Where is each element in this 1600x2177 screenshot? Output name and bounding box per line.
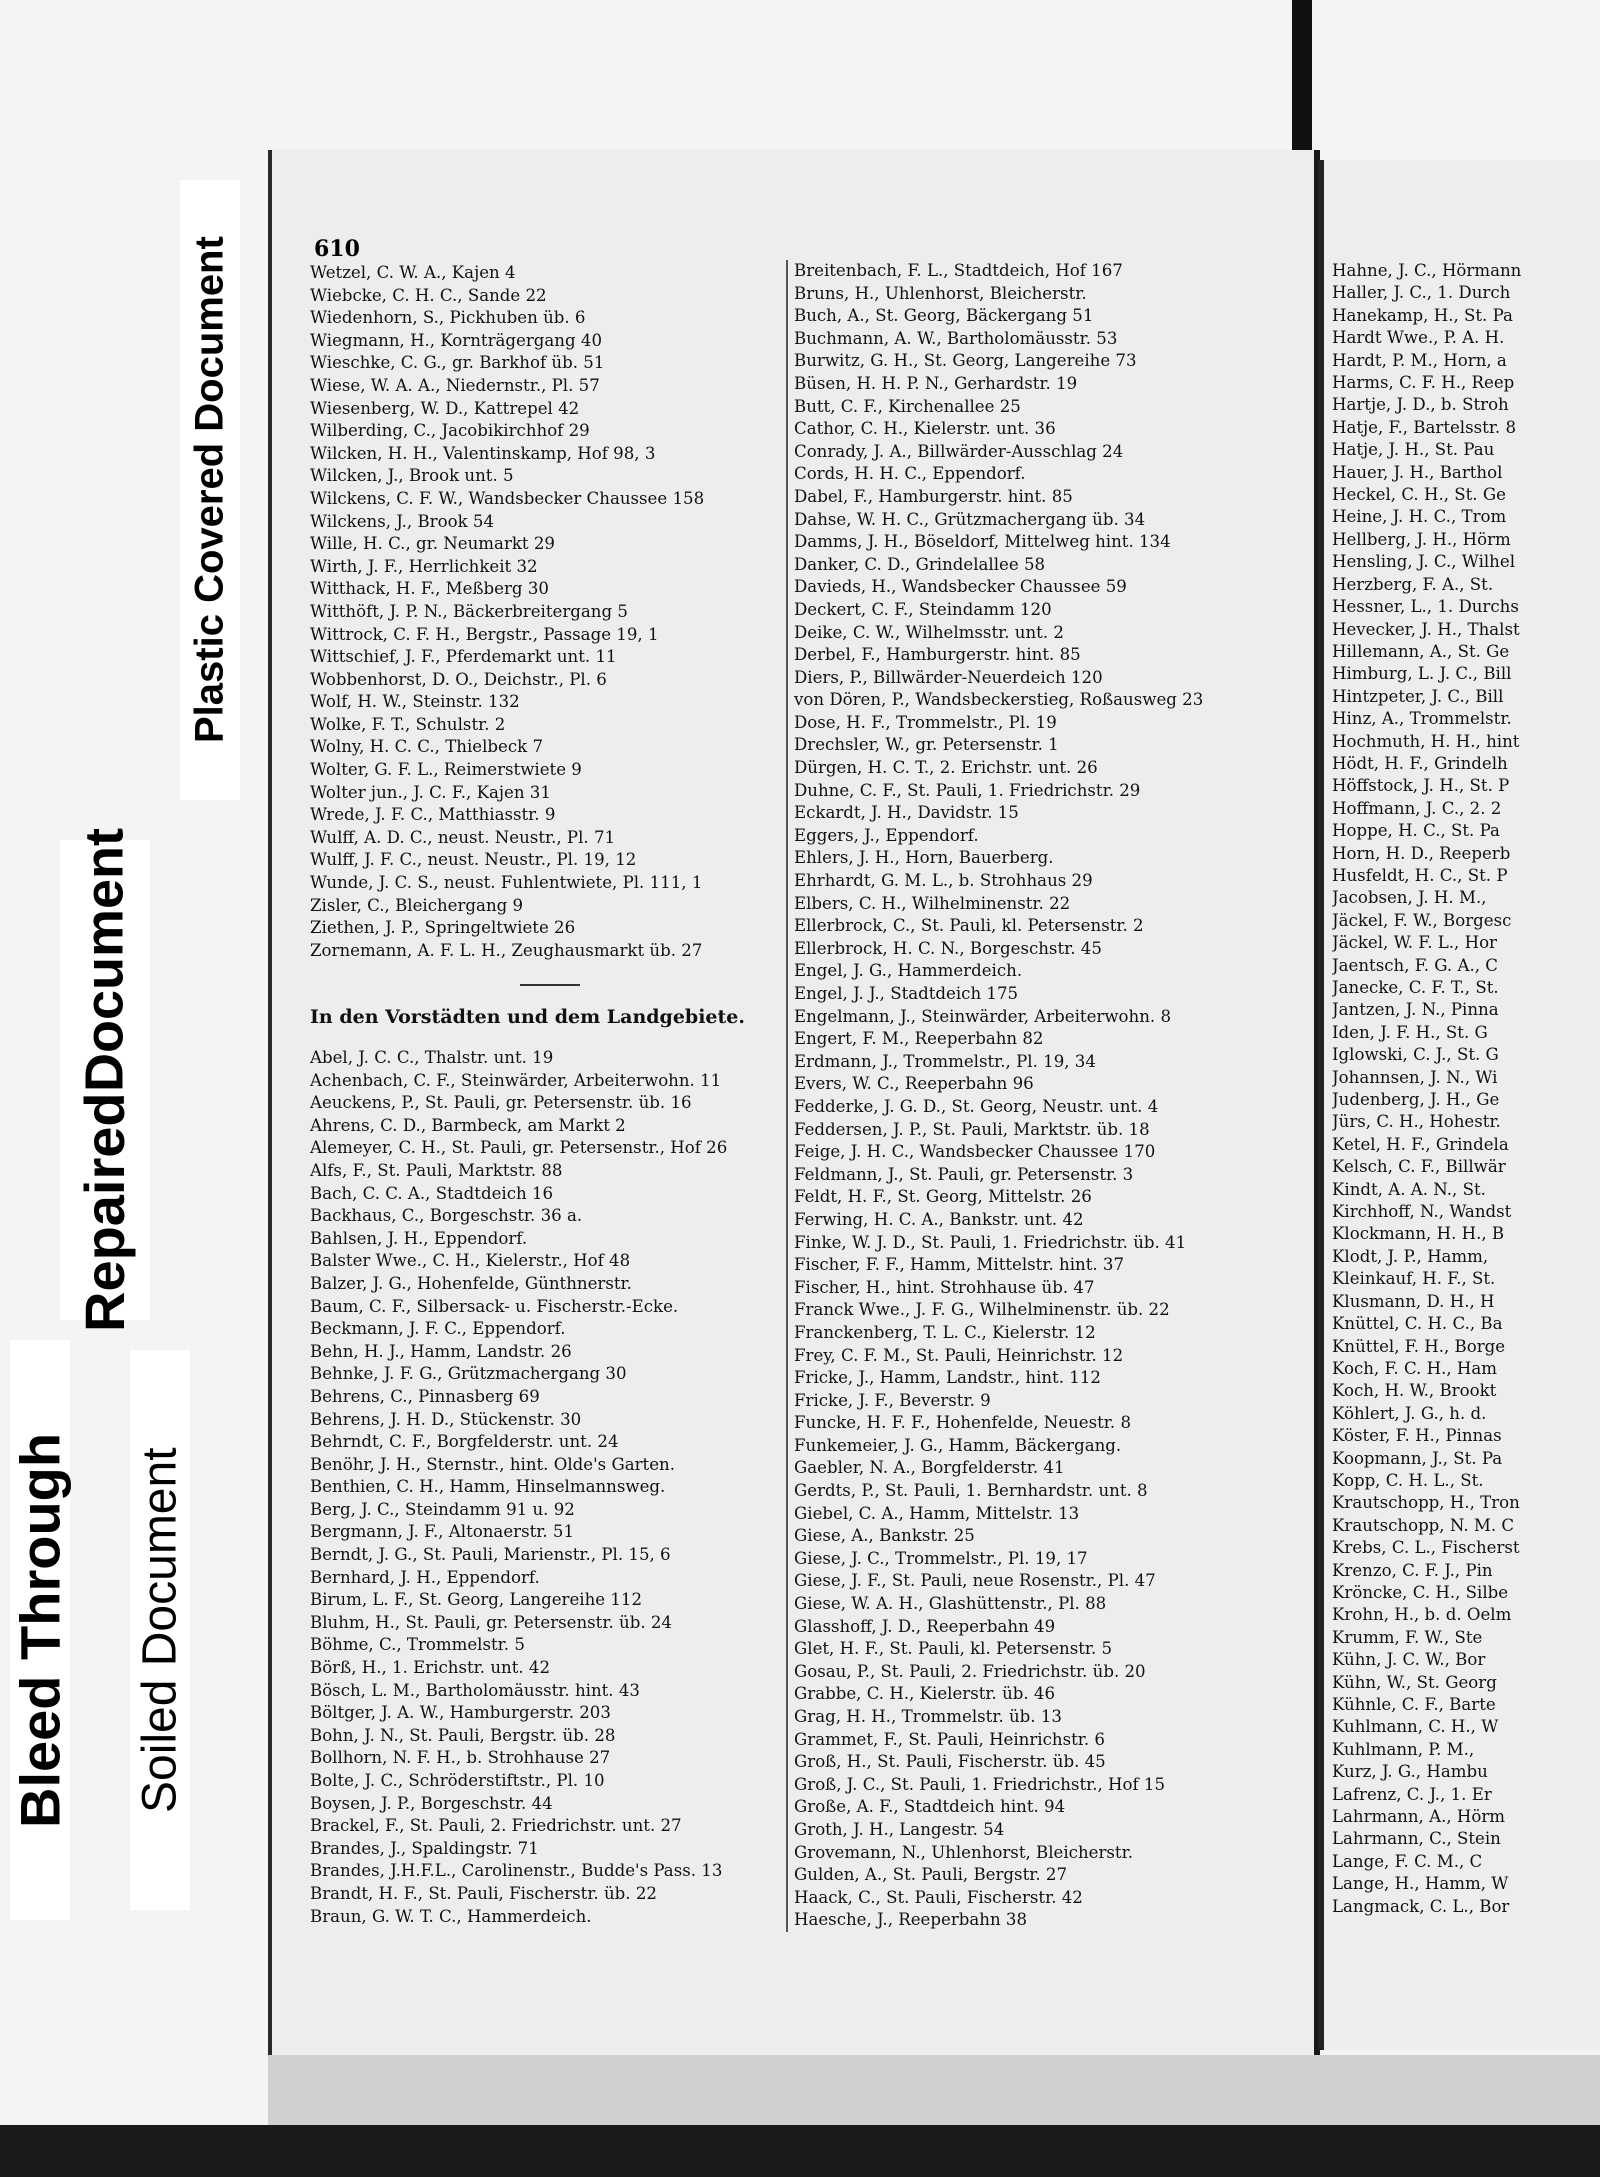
directory-entry: Himburg, L. J. C., Bill bbox=[1332, 664, 1512, 684]
directory-entry: Hochmuth, H. H., hint bbox=[1332, 731, 1520, 751]
directory-entry: Koch, H. W., Brookt bbox=[1332, 1381, 1497, 1401]
directory-entry: Kühn, W., St. Georg bbox=[1332, 1672, 1497, 1692]
directory-entry: von Dören, P., Wandsbeckerstieg, Roßausweg 23 bbox=[794, 690, 1204, 710]
directory-entry: Brandt, H. F., St. Pauli, Fischerstr. üb. 22 bbox=[310, 1883, 657, 1903]
directory-entry: Fricke, J., Hamm, Landstr., hint. 112 bbox=[794, 1368, 1101, 1388]
directory-entry: Jürs, C. H., Hohestr. bbox=[1332, 1112, 1501, 1132]
directory-entry: Langmack, C. L., Bor bbox=[1332, 1896, 1510, 1916]
directory-entry: Klusmann, D. H., H bbox=[1332, 1291, 1495, 1311]
directory-entry: Wolf, H. W., Steinstr. 132 bbox=[310, 692, 520, 712]
directory-entry: Franckenberg, T. L. C., Kielerstr. 12 bbox=[794, 1322, 1096, 1342]
directory-entry: Bohn, J. N., St. Pauli, Bergstr. üb. 28 bbox=[310, 1725, 616, 1745]
directory-entry: Lahrmann, A., Hörm bbox=[1332, 1807, 1506, 1827]
directory-entry: Iden, J. F. H., St. G bbox=[1332, 1022, 1488, 1042]
directory-entry: Giebel, C. A., Hamm, Mittelstr. 13 bbox=[794, 1503, 1080, 1523]
directory-entry: Groß, J. C., St. Pauli, 1. Friedrichstr., Hof 15 bbox=[794, 1774, 1166, 1794]
directory-entry: Wilberding, C., Jacobikirchhof 29 bbox=[310, 421, 590, 441]
directory-entry: Hillemann, A., St. Ge bbox=[1332, 641, 1510, 661]
directory-entry: Feldmann, J., St. Pauli, gr. Petersenstr. 3 bbox=[794, 1164, 1134, 1184]
directory-entry: Wilckens, C. F. W., Wandsbecker Chaussee 158 bbox=[310, 488, 705, 508]
directory-entry: Diers, P., Billwärder-Neuerdeich 120 bbox=[794, 667, 1103, 687]
directory-entry: Bolte, J. C., Schröderstiftstr., Pl. 10 bbox=[310, 1771, 605, 1790]
directory-entry: Haack, C., St. Pauli, Fischerstr. 42 bbox=[794, 1887, 1083, 1907]
directory-entry: Feldt, H. F., St. Georg, Mittelstr. 26 bbox=[794, 1187, 1092, 1207]
directory-entry: Alfs, F., St. Pauli, Marktstr. 88 bbox=[310, 1160, 563, 1180]
directory-entry: Eggers, J., Eppendorf. bbox=[794, 825, 979, 845]
directory-entry: Hoppe, H. C., St. Pa bbox=[1332, 821, 1500, 841]
directory-entry: Finke, W. J. D., St. Pauli, 1. Friedrichstr. üb. 41 bbox=[794, 1232, 1187, 1252]
directory-entry: Behnke, J. F. G., Grützmachergang 30 bbox=[310, 1364, 627, 1384]
directory-entry: Backhaus, C., Borgeschstr. 36 a. bbox=[310, 1206, 583, 1226]
directory-entry: Behn, H. J., Hamm, Landstr. 26 bbox=[310, 1341, 572, 1361]
directory-entry: Wittrock, C. F. H., Bergstr., Passage 19, 1 bbox=[310, 624, 659, 644]
directory-entry: Zisler, C., Bleichergang 9 bbox=[310, 895, 524, 915]
directory-entry: Bösch, L. M., Bartholomäusstr. hint. 43 bbox=[310, 1680, 640, 1700]
directory-entry: Buch, A., St. Georg, Bäckergang 51 bbox=[794, 306, 1094, 326]
directory-entry: Hellberg, J. H., Hörm bbox=[1332, 529, 1511, 549]
scanner-bottom-border bbox=[0, 2125, 1600, 2177]
directory-entry: Krautschopp, N. M. C bbox=[1332, 1515, 1515, 1535]
directory-entry: Hartje, J. D., b. Stroh bbox=[1332, 395, 1509, 415]
directory-entry: Glet, H. F., St. Pauli, kl. Petersenstr. 5 bbox=[794, 1639, 1113, 1659]
directory-entry: Kuhlmann, C. H., W bbox=[1332, 1717, 1499, 1737]
directory-entry: Krumm, F. W., Ste bbox=[1332, 1627, 1483, 1647]
directory-entry: Wille, H. C., gr. Neumarkt 29 bbox=[310, 534, 555, 554]
directory-entry: Groth, J. H., Langestr. 54 bbox=[794, 1819, 1005, 1839]
directory-entry: Engel, J. G., Hammerdeich. bbox=[794, 961, 1023, 981]
directory-entry: Glasshoff, J. D., Reeperbahn 49 bbox=[794, 1616, 1056, 1636]
directory-entry: Kelsch, C. F., Billwär bbox=[1332, 1157, 1506, 1177]
label-soiled-document: Soiled Document bbox=[130, 1350, 190, 1910]
directory-entry: Hevecker, J. H., Thalst bbox=[1332, 619, 1520, 639]
directory-entry: Giese, J. C., Trommelstr., Pl. 19, 17 bbox=[794, 1548, 1088, 1568]
directory-entry: Drechsler, W., gr. Petersenstr. 1 bbox=[794, 735, 1059, 755]
column-2-entries bbox=[794, 260, 1314, 1932]
directory-entry: Harms, C. F. H., Reep bbox=[1332, 373, 1515, 393]
directory-entry: Wulff, J. F. C., neust. Neustr., Pl. 19, 12 bbox=[310, 850, 637, 870]
directory-entry: Balzer, J. G., Hohenfelde, Günthnerstr. bbox=[310, 1273, 632, 1293]
column-2 bbox=[786, 260, 1314, 1932]
directory-entry: Jacobsen, J. H. M., bbox=[1332, 888, 1487, 908]
directory-entry: Damms, J. H., Böseldorf, Mittelweg hint. 134 bbox=[794, 532, 1171, 552]
directory-entry: Berndt, J. G., St. Pauli, Marienstr., Pl. 15, 6 bbox=[310, 1545, 671, 1565]
directory-entry: Ahrens, C. D., Barmbeck, am Markt 2 bbox=[310, 1115, 626, 1135]
directory-entry: Funkemeier, J. G., Hamm, Bäckergang. bbox=[794, 1435, 1122, 1455]
directory-entry: Bergmann, J. F., Altonaerstr. 51 bbox=[310, 1522, 575, 1542]
directory-entry: Grovemann, N., Uhlenhorst, Bleicherstr. bbox=[794, 1842, 1133, 1862]
directory-entry: Hoffmann, J. C., 2. 2 bbox=[1332, 798, 1502, 818]
page-number: 610 bbox=[314, 236, 360, 262]
directory-entry: Fischer, F. F., Hamm, Mittelstr. hint. 37 bbox=[794, 1255, 1125, 1275]
directory-entry: Lahrmann, C., Stein bbox=[1332, 1829, 1501, 1849]
column-3 bbox=[1332, 260, 1600, 1918]
directory-entry: Wulff, A. D. C., neust. Neustr., Pl. 71 bbox=[310, 827, 616, 847]
directory-entry: Wolter jun., J. C. F., Kajen 31 bbox=[310, 782, 551, 802]
directory-entry: Gerdts, P., St. Pauli, 1. Bernhardstr. unt. 8 bbox=[794, 1481, 1148, 1501]
column-1-suburb-entries bbox=[310, 1047, 830, 1928]
directory-entry: Lange, F. C. M., C bbox=[1332, 1851, 1483, 1871]
directory-entry: Haller, J. C., 1. Durch bbox=[1332, 283, 1511, 303]
directory-entry: Wiese, W. A. A., Niedernstr., Pl. 57 bbox=[310, 375, 600, 395]
directory-entry: Evers, W. C., Reeperbahn 96 bbox=[794, 1074, 1034, 1094]
directory-entry: Horn, H. D., Reeperb bbox=[1332, 843, 1511, 863]
directory-entry: Frey, C. F. M., St. Pauli, Heinrichstr. 12 bbox=[794, 1345, 1124, 1365]
directory-entry: Köhlert, J. G., h. d. bbox=[1332, 1403, 1487, 1423]
directory-entry: Bach, C. C. A., Stadtdeich 16 bbox=[310, 1183, 554, 1203]
label-plastic-covered: Plastic Covered Document bbox=[180, 180, 240, 800]
directory-entry: Ketel, H. F., Grindela bbox=[1332, 1134, 1509, 1154]
directory-entry: Haesche, J., Reeperbahn 38 bbox=[794, 1910, 1028, 1930]
directory-entry: Deike, C. W., Wilhelmsstr. unt. 2 bbox=[794, 622, 1064, 642]
directory-entry: Ziethen, J. P., Springeltwiete 26 bbox=[310, 918, 576, 938]
directory-entry: Feddersen, J. P., St. Pauli, Marktstr. üb. 18 bbox=[794, 1119, 1150, 1139]
directory-entry: Behrndt, C. F., Borgfelderstr. unt. 24 bbox=[310, 1432, 619, 1452]
directory-entry: Wilcken, J., Brook unt. 5 bbox=[310, 466, 514, 486]
label-bleed-through: Bleed Through bbox=[10, 1340, 70, 1920]
directory-entry: Hardt, P. M., Horn, a bbox=[1332, 350, 1507, 370]
directory-entry: Benthien, C. H., Hamm, Hinselmannsweg. bbox=[310, 1477, 666, 1497]
directory-entry: Grabbe, C. H., Kielerstr. üb. 46 bbox=[794, 1684, 1056, 1704]
directory-entry: Feige, J. H. C., Wandsbecker Chaussee 170 bbox=[794, 1142, 1156, 1162]
directory-entry: Butt, C. F., Kirchenallee 25 bbox=[794, 396, 1021, 416]
directory-entry: Bruns, H., Uhlenhorst, Bleicherstr. bbox=[794, 283, 1087, 303]
directory-entry: Kuhlmann, P. M., bbox=[1332, 1739, 1475, 1759]
directory-entry: Engel, J. J., Stadtdeich 175 bbox=[794, 984, 1019, 1003]
facing-page-partial bbox=[1318, 160, 1600, 2050]
directory-entry: Breitenbach, F. L., Stadtdeich, Hof 167 bbox=[794, 261, 1123, 280]
directory-entry: Giese, W. A. H., Glashüttenstr., Pl. 88 bbox=[794, 1594, 1107, 1614]
directory-entry: Wrede, J. F. C., Matthiasstr. 9 bbox=[310, 805, 556, 825]
directory-entry: Knüttel, C. H. C., Ba bbox=[1332, 1314, 1503, 1334]
directory-entry: Kühnle, C. F., Barte bbox=[1332, 1695, 1496, 1714]
directory-entry: Janecke, C. F. T., St. bbox=[1332, 978, 1499, 997]
directory-entry: Böltger, J. A. W., Hamburgerstr. 203 bbox=[310, 1703, 611, 1723]
directory-entry: Hatje, J. H., St. Pau bbox=[1332, 440, 1495, 460]
directory-entry: Klodt, J. P., Hamm, bbox=[1332, 1246, 1489, 1266]
directory-entry: Ehlers, J. H., Horn, Bauerberg. bbox=[794, 848, 1054, 868]
directory-entry: Börß, H., 1. Erichstr. unt. 42 bbox=[310, 1658, 551, 1678]
directory-entry: Wetzel, C. W. A., Kajen 4 bbox=[310, 263, 516, 282]
directory-entry: Boysen, J. P., Borgeschstr. 44 bbox=[310, 1793, 553, 1813]
directory-entry: Wolke, F. T., Schulstr. 2 bbox=[310, 714, 506, 734]
directory-entry: Höffstock, J. H., St. P bbox=[1332, 776, 1510, 796]
directory-entry: Hinz, A., Trommelstr. bbox=[1332, 709, 1512, 729]
directory-entry: Koopmann, J., St. Pa bbox=[1332, 1448, 1503, 1468]
directory-entry: Kindt, A. A. N., St. bbox=[1332, 1179, 1486, 1199]
directory-entry: Bahlsen, J. H., Eppendorf. bbox=[310, 1228, 528, 1248]
directory-entry: Böhme, C., Trommelstr. 5 bbox=[310, 1635, 525, 1655]
directory-entry: Ehrhardt, G. M. L., b. Strohhaus 29 bbox=[794, 871, 1093, 891]
directory-entry: Engelmann, J., Steinwärder, Arbeiterwohn. 8 bbox=[794, 1006, 1172, 1026]
directory-entry: Behrens, C., Pinnasberg 69 bbox=[310, 1386, 540, 1406]
directory-entry: Iglowski, C. J., St. G bbox=[1332, 1045, 1499, 1065]
directory-entry: Johannsen, J. N., Wi bbox=[1332, 1067, 1498, 1087]
directory-entry: Dose, H. F., Trommelstr., Pl. 19 bbox=[794, 712, 1057, 732]
directory-entry: Krenzo, C. F. J., Pin bbox=[1332, 1560, 1493, 1580]
directory-entry: Wilcken, H. H., Valentinskamp, Hof 98, 3 bbox=[310, 443, 656, 463]
label-repaired-line2: Document bbox=[74, 828, 135, 1093]
directory-entry: Brandes, J., Spaldingstr. 71 bbox=[310, 1838, 539, 1858]
directory-entry: Husfeldt, H. C., St. P bbox=[1332, 865, 1508, 885]
directory-entry: Lange, H., Hamm, W bbox=[1332, 1874, 1509, 1894]
directory-entry: Braun, G. W. T. C., Hammerdeich. bbox=[310, 1906, 592, 1926]
binding-bar bbox=[1292, 0, 1312, 160]
directory-entry: Brackel, F., St. Pauli, 2. Friedrichstr. unt. 27 bbox=[310, 1816, 682, 1836]
directory-entry: Ferwing, H. C. A., Bankstr. unt. 42 bbox=[794, 1209, 1084, 1229]
directory-entry: Giese, J. F., St. Pauli, neue Rosenstr., Pl. 47 bbox=[794, 1571, 1156, 1591]
directory-entry: Hauer, J. H., Barthol bbox=[1332, 462, 1503, 482]
directory-entry: Büsen, H. H. P. N., Gerhardstr. 19 bbox=[794, 373, 1078, 393]
directory-entry: Klockmann, H. H., B bbox=[1332, 1224, 1505, 1244]
column-3-entries bbox=[1332, 260, 1600, 1918]
directory-entry: Deckert, C. F., Steindamm 120 bbox=[794, 599, 1052, 619]
directory-entry: Abel, J. C. C., Thalstr. unt. 19 bbox=[310, 1048, 554, 1067]
directory-entry: Engert, F. M., Reeperbahn 82 bbox=[794, 1029, 1044, 1049]
directory-entry: Wiesenberg, W. D., Kattrepel 42 bbox=[310, 398, 580, 418]
directory-entry: Wobbenhorst, D. O., Deichstr., Pl. 6 bbox=[310, 669, 607, 689]
directory-entry: Hanekamp, H., St. Pa bbox=[1332, 305, 1513, 325]
directory-entry: Wiegmann, H., Kornträgergang 40 bbox=[310, 330, 603, 350]
directory-entry: Kirchhoff, N., Wandst bbox=[1332, 1202, 1512, 1222]
directory-entry: Danker, C. D., Grindelallee 58 bbox=[794, 554, 1046, 574]
directory-entry: Heckel, C. H., St. Ge bbox=[1332, 485, 1506, 505]
directory-entry: Conrady, J. A., Billwärder-Ausschlag 24 bbox=[794, 441, 1124, 461]
directory-entry: Wirth, J. F., Herrlichkeit 32 bbox=[310, 556, 538, 576]
page-bottom-edge bbox=[268, 2055, 1600, 2125]
directory-entry: Grammet, F., St. Pauli, Heinrichstr. 6 bbox=[794, 1729, 1105, 1749]
directory-entry: Birum, L. F., St. Georg, Langereihe 112 bbox=[310, 1590, 643, 1610]
directory-entry: Herzberg, F. A., St. bbox=[1332, 574, 1494, 594]
column-1-city-entries bbox=[310, 262, 830, 962]
directory-entry: Wiebcke, C. H. C., Sande 22 bbox=[310, 285, 547, 305]
directory-entry: Kühn, J. C. W., Bor bbox=[1332, 1650, 1486, 1670]
directory-entry: Groß, H., St. Pauli, Fischerstr. üb. 45 bbox=[794, 1752, 1106, 1772]
column-1 bbox=[310, 238, 830, 1928]
directory-entry: Knüttel, F. H., Borge bbox=[1332, 1336, 1506, 1356]
directory-entry: Alemeyer, C. H., St. Pauli, gr. Petersenstr., Hof 26 bbox=[310, 1138, 728, 1158]
directory-entry: Hahne, J. C., Hörmann bbox=[1332, 261, 1522, 280]
directory-entry: Kurz, J. G., Hambu bbox=[1332, 1762, 1488, 1782]
directory-entry: Duhne, C. F., St. Pauli, 1. Friedrichstr. 29 bbox=[794, 780, 1141, 800]
directory-entry: Benöhr, J. H., Sternstr., hint. Olde's Garten. bbox=[310, 1454, 675, 1474]
directory-entry: Wittschief, J. F., Pferdemarkt unt. 11 bbox=[310, 647, 617, 667]
directory-entry: Hessner, L., 1. Durchs bbox=[1332, 597, 1519, 617]
directory-entry: Witthack, H. F., Meßberg 30 bbox=[310, 579, 549, 599]
directory-entry: Wunde, J. C. S., neust. Fuhlentwiete, Pl. 111, 1 bbox=[310, 873, 703, 893]
directory-entry: Bernhard, J. H., Eppendorf. bbox=[310, 1567, 540, 1587]
directory-entry: Franck Wwe., J. F. G., Wilhelminenstr. üb. 22 bbox=[794, 1300, 1170, 1320]
directory-entry: Erdmann, J., Trommelstr., Pl. 19, 34 bbox=[794, 1051, 1096, 1071]
directory-entry: Jäckel, W. F. L., Hor bbox=[1332, 933, 1497, 953]
directory-entry: Wolter, G. F. L., Reimerstwiete 9 bbox=[310, 760, 582, 780]
directory-entry: Aeuckens, P., St. Pauli, gr. Petersenstr. üb. 16 bbox=[310, 1093, 692, 1113]
directory-entry: Dabel, F., Hamburgerstr. hint. 85 bbox=[794, 486, 1073, 506]
directory-entry: Kleinkauf, H. F., St. bbox=[1332, 1269, 1496, 1289]
directory-entry: Zornemann, A. F. L. H., Zeughausmarkt üb. 27 bbox=[310, 940, 703, 960]
directory-entry: Dürgen, H. C. T., 2. Erichstr. unt. 26 bbox=[794, 758, 1098, 778]
directory-entry: Achenbach, C. F., Steinwärder, Arbeiterwohn. 11 bbox=[310, 1070, 722, 1090]
directory-entry: Krohn, H., b. d. Oelm bbox=[1332, 1605, 1512, 1625]
directory-entry: Cathor, C. H., Kielerstr. unt. 36 bbox=[794, 419, 1056, 439]
directory-entry: Wilckens, J., Brook 54 bbox=[310, 511, 495, 531]
directory-entry: Brandes, J.H.F.L., Carolinenstr., Budde's Pass. 13 bbox=[310, 1861, 723, 1881]
directory-entry: Hardt Wwe., P. A. H. bbox=[1332, 328, 1505, 348]
directory-entry: Heine, J. H. C., Trom bbox=[1332, 507, 1507, 527]
directory-entry: Gaebler, N. A., Borgfelderstr. 41 bbox=[794, 1458, 1065, 1478]
directory-entry: Ellerbrock, C., St. Pauli, kl. Petersenstr. 2 bbox=[794, 916, 1144, 936]
directory-entry: Hödt, H. F., Grindelh bbox=[1332, 753, 1508, 773]
directory-entry: Fricke, J. F., Beverstr. 9 bbox=[794, 1390, 991, 1410]
directory-entry: Baum, C. F., Silbersack- u. Fischerstr.-Ecke. bbox=[310, 1296, 679, 1316]
directory-entry: Kopp, C. H. L., St. bbox=[1332, 1470, 1484, 1490]
directory-entry: Hensling, J. C., Wilhel bbox=[1332, 552, 1516, 572]
directory-entry: Wieschke, C. G., gr. Barkhof üb. 51 bbox=[310, 353, 605, 373]
directory-entry: Fischer, H., hint. Strohhause üb. 47 bbox=[794, 1277, 1095, 1297]
directory-entry: Krebs, C. L., Fischerst bbox=[1332, 1538, 1520, 1558]
directory-entry: Cords, H. H. C., Eppendorf. bbox=[794, 464, 1026, 484]
directory-entry: Witthöft, J. P. N., Bäckerbreitergang 5 bbox=[310, 601, 628, 621]
label-repaired-document bbox=[60, 828, 150, 1332]
directory-entry: Grag, H. H., Trommelstr. üb. 13 bbox=[794, 1707, 1062, 1726]
directory-entry: Köster, F. H., Pinnas bbox=[1332, 1426, 1502, 1446]
directory-entry: Bluhm, H., St. Pauli, gr. Petersenstr. üb. 24 bbox=[310, 1612, 672, 1632]
directory-entry: Giese, A., Bankstr. 25 bbox=[794, 1526, 975, 1546]
directory-entry: Jantzen, J. N., Pinna bbox=[1332, 1000, 1499, 1020]
directory-entry: Fedderke, J. G. D., St. Georg, Neustr. unt. 4 bbox=[794, 1096, 1159, 1116]
directory-entry: Behrens, J. H. D., Stückenstr. 30 bbox=[310, 1409, 582, 1429]
directory-entry: Krautschopp, H., Tron bbox=[1332, 1493, 1520, 1513]
directory-entry: Berg, J. C., Steindamm 91 u. 92 bbox=[310, 1499, 575, 1519]
directory-entry: Ellerbrock, H. C. N., Borgeschstr. 45 bbox=[794, 938, 1102, 958]
directory-entry: Elbers, C. H., Wilhelminenstr. 22 bbox=[794, 893, 1071, 913]
label-repaired-line1: Repaired bbox=[73, 1092, 137, 1332]
directory-entry: Dahse, W. H. C., Grützmachergang üb. 34 bbox=[794, 509, 1146, 529]
directory-entry: Koch, F. C. H., Ham bbox=[1332, 1358, 1497, 1378]
directory-entry: Burwitz, G. H., St. Georg, Langereihe 73 bbox=[794, 351, 1137, 371]
directory-entry: Wolny, H. C. C., Thielbeck 7 bbox=[310, 737, 544, 757]
directory-entry: Gulden, A., St. Pauli, Bergstr. 27 bbox=[794, 1865, 1068, 1885]
directory-page bbox=[268, 150, 1320, 2055]
directory-entry: Buchmann, A. W., Bartholomäusstr. 53 bbox=[794, 328, 1118, 348]
directory-entry: Lafrenz, C. J., 1. Er bbox=[1332, 1784, 1492, 1804]
directory-entry: Judenberg, J. H., Ge bbox=[1332, 1090, 1500, 1110]
directory-entry: Hatje, F., Bartelsstr. 8 bbox=[1332, 417, 1517, 437]
directory-entry: Derbel, F., Hamburgerstr. hint. 85 bbox=[794, 645, 1081, 665]
directory-entry: Balster Wwe., C. H., Kielerstr., Hof 48 bbox=[310, 1251, 631, 1271]
directory-entry: Wiedenhorn, S., Pickhuben üb. 6 bbox=[310, 308, 586, 328]
directory-entry: Eckardt, J. H., Davidstr. 15 bbox=[794, 803, 1019, 823]
directory-entry: Große, A. F., Stadtdeich hint. 94 bbox=[794, 1797, 1066, 1817]
section-heading: In den Vorstädten und dem Landgebiete. bbox=[310, 1006, 745, 1029]
directory-entry: Jaentsch, F. G. A., C bbox=[1332, 955, 1498, 975]
directory-entry: Davieds, H., Wandsbecker Chaussee 59 bbox=[794, 577, 1127, 597]
directory-entry: Kröncke, C. H., Silbe bbox=[1332, 1582, 1509, 1602]
directory-entry: Gosau, P., St. Pauli, 2. Friedrichstr. üb. 20 bbox=[794, 1661, 1146, 1681]
section-divider bbox=[520, 984, 580, 986]
directory-entry: Bollhorn, N. F. H., b. Strohhause 27 bbox=[310, 1748, 611, 1768]
directory-entry: Hintzpeter, J. C., Bill bbox=[1332, 686, 1504, 706]
directory-entry: Jäckel, F. W., Borgesc bbox=[1332, 910, 1512, 930]
directory-entry: Funcke, H. F. F., Hohenfelde, Neuestr. 8 bbox=[794, 1413, 1132, 1433]
directory-entry: Beckmann, J. F. C., Eppendorf. bbox=[310, 1319, 566, 1339]
